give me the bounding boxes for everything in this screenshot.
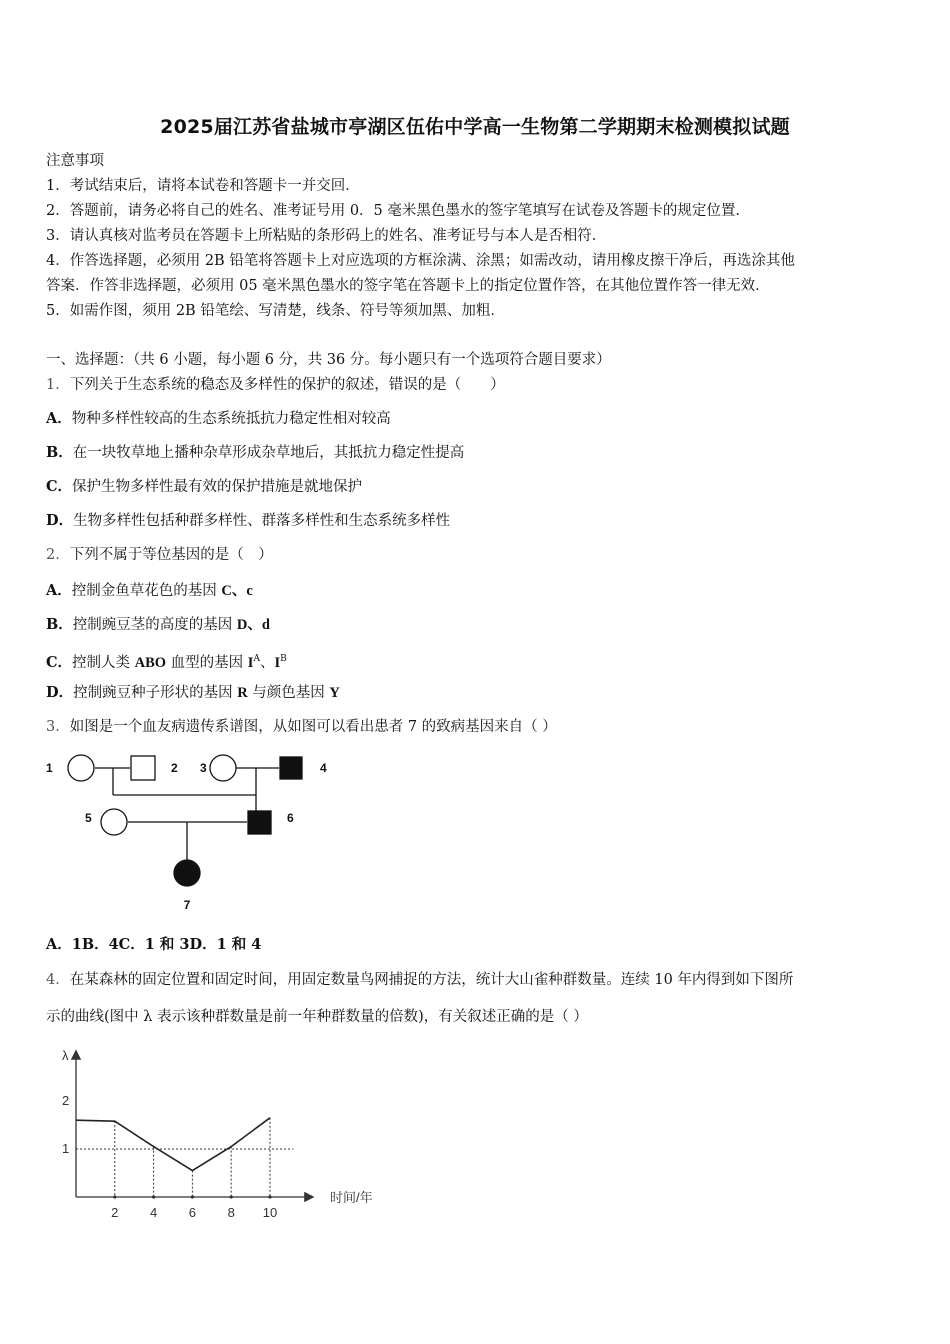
male-affected-symbol [280,757,302,779]
pedigree-label: 7 [183,898,191,912]
option-letter: D． [46,512,74,529]
q2-option-c [46,649,287,673]
female-affected-symbol [174,860,200,886]
notice-heading: 注意事项 [46,153,104,169]
female-unaffected-symbol [210,755,236,781]
option-letter: C． [46,653,73,671]
separator: 、 [259,654,275,671]
question-text: 在某森林的固定位置和固定时间，用固定数量鸟网捕捉的方法，统计大山雀种群数量。连续 10 年内得到如下图所 [69,972,794,988]
notice-item: 1．考试结束后，请将本试卷和答题卡一并交回． [46,178,360,194]
x-tick-mark [113,1195,116,1198]
y-axis-label: λ [62,1048,69,1063]
gene-symbol: I [274,654,281,671]
q1-option-b [46,443,464,463]
q1-option-c [46,477,362,497]
x-tick-mark [230,1195,233,1198]
lambda-chart [40,1040,400,1230]
x-tick-mark [152,1195,155,1198]
question-text: 如图是一个血友病遗传系谱图，从如图可以看出患者 7 的致病基因来自（ ） [69,719,557,735]
female-unaffected-symbol [68,755,94,781]
question-4-stem [46,970,793,990]
pedigree-chart [40,745,340,920]
option-text: 生物多样性包括种群多样性、群落多样性和生态系统多样性 [73,513,451,529]
question-2-stem [46,545,273,565]
female-unaffected-symbol [101,809,127,835]
option-letter: A． [46,582,72,599]
pedigree-label: 3 [200,761,207,775]
option-letter: B． [46,444,73,461]
male-affected-symbol [248,811,271,834]
lambda-series-line [76,1118,270,1171]
question-number: 3． [46,719,70,735]
option-text: 物种多样性较高的生态系统抵抗力稳定性相对较高 [71,411,391,427]
option-text: 控制金鱼草花色的基因 [71,583,222,599]
option-text: 保护生物多样性最有效的保护措施是就地保护 [72,479,363,495]
option-letter: C． [46,478,73,495]
section-heading: 一、选择题：（共 6 小题，每小题 6 分，共 36 分。每小题只有一个选项符合题目要求） [46,352,611,368]
question-3-stem [46,717,557,737]
q3-options: A．1B．4C．1 和 3D．1 和 4 [46,936,262,953]
option-text: 控制豌豆茎的高度的基因 [72,617,237,633]
option-text: 与颜色基因 [247,685,330,701]
question-number: 1． [46,377,70,393]
question-4-stem-cont: 示的曲线(图中 λ 表示该种群数量是前一年种群数量的倍数)，有关叙述正确的是（ ） [46,1009,588,1025]
page-title: 2025届江苏省盐城市亭湖区伍佑中学高一生物第二学期期末检测模拟试题 [160,116,790,138]
gene-symbol: I [247,654,254,671]
option-letter: A． [46,410,72,427]
pedigree-label: 1 [46,761,53,775]
pedigree-label: 2 [171,761,178,775]
x-tick-label: 4 [149,1205,158,1220]
x-tick-mark [268,1195,271,1198]
x-tick-label: 2 [111,1205,119,1220]
notice-item: 答案．作答非选择题，必须用 05 毫米黑色墨水的签字笔在答题卡上的指定位置作答，在其他位置作答一律无效． [46,278,770,294]
q1-option-d [46,511,450,531]
question-number: 4． [46,972,70,988]
pedigree-label: 6 [287,811,294,825]
option-letter: D． [46,684,74,701]
q2-option-d [46,683,340,703]
gene-symbol: Y [329,685,340,701]
notice-item: 2．答题前，请务必将自己的姓名、准考证号用 0．5 毫米黑色墨水的签字笔填写在试卷及答题卡的规定位置． [46,203,750,219]
notice-item: 3．请认真核对监考员在答题卡上所粘贴的条形码上的姓名、准考证号与本人是否相符． [46,228,607,244]
option-text: 在一块牧草地上播种杂草形成杂草地后，其抵抗力稳定性提高 [72,445,465,461]
blood-type: ABO [134,654,167,671]
option-letter: B． [46,616,73,633]
question-text: 下列不属于等位基因的是（ ） [69,547,273,563]
q1-option-a [46,409,391,429]
question-text: 下列关于生态系统的稳态及多样性的保护的叙述，错误的是（ ） [69,377,505,393]
x-axis-label: 时间/年 [330,1190,373,1205]
q2-option-b [46,615,270,635]
y-tick-label: 2 [62,1093,70,1108]
option-text: 控制豌豆种子形状的基因 [73,685,238,701]
notice-item: 4．作答选择题，必须用 2B 铅笔将答题卡上对应选项的方框涂满、涂黑；如需改动，请用橡皮擦干净后，再选涂其他 [46,253,795,269]
q2-option-a [46,581,253,601]
question-number: 2． [46,547,70,563]
male-unaffected-symbol [131,756,155,780]
x-tick-label: 10 [262,1205,278,1220]
notice-item: 5．如需作图，须用 2B 铅笔绘、写清楚，线条、符号等须加黑、加粗． [46,303,505,319]
gene-superscript: B [280,654,287,664]
option-text: 控制人类 [72,654,135,671]
x-tick-label: 8 [227,1205,235,1220]
gene-symbols: D、d [236,617,270,633]
gene-symbols: C、c [221,583,253,599]
question-1-stem [46,375,505,395]
x-tick-label: 6 [188,1205,197,1220]
option-text: 血型的基因 [166,654,248,671]
pedigree-label: 4 [320,761,327,775]
y-tick-label: 1 [62,1141,70,1156]
pedigree-label: 5 [85,811,92,825]
x-tick-mark [191,1195,194,1198]
gene-symbol: R [237,685,248,701]
gene-superscript: A [253,654,260,664]
